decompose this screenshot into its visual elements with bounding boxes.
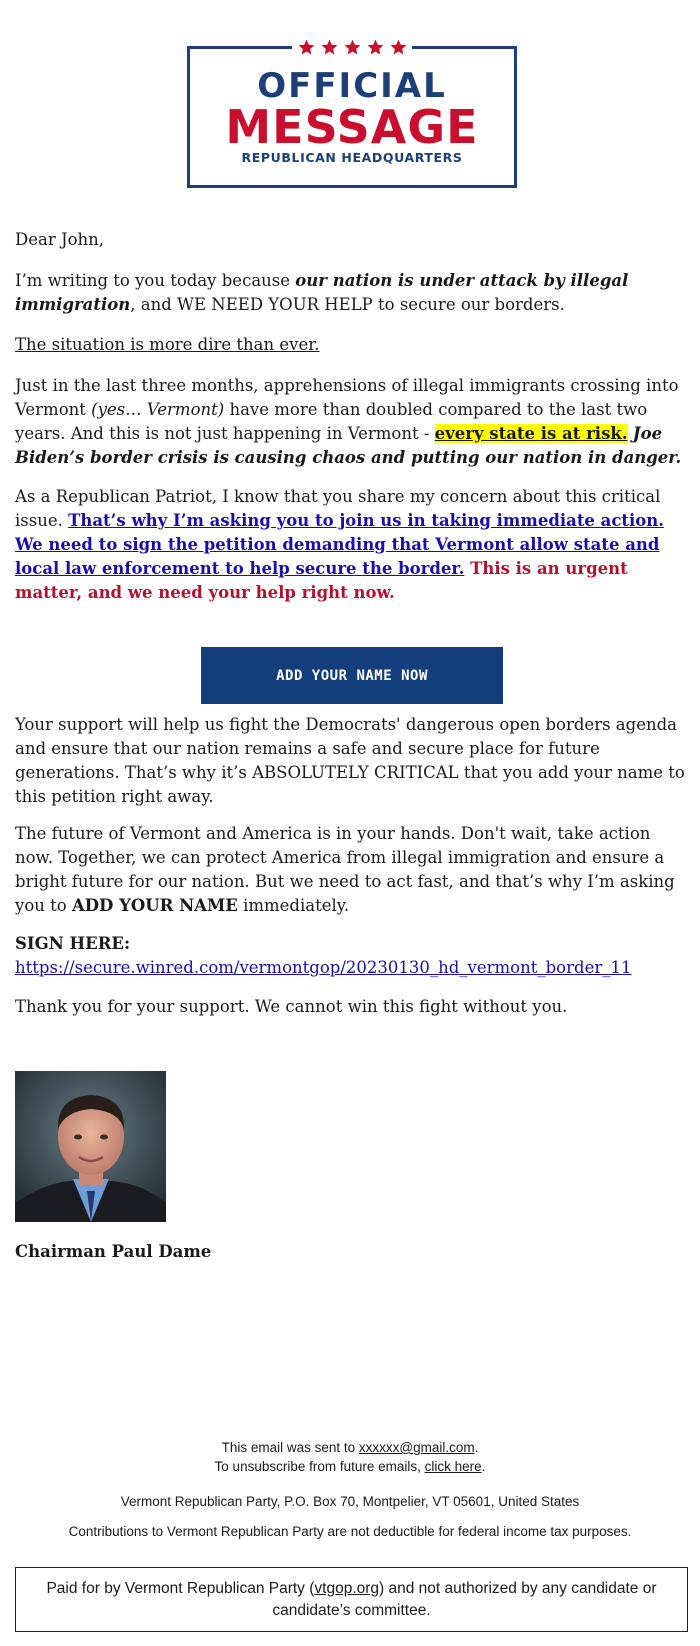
- signature: [15, 1240, 687, 1264]
- cta-text: As a Republican Patriot, I know that you share my concern about this critical issue.: [15, 487, 661, 530]
- chairman-photo: [15, 1071, 166, 1222]
- sent-text-end: .: [474, 1440, 479, 1455]
- paragraph-stats: [15, 374, 687, 470]
- paragraph-call-to-action: [15, 485, 687, 605]
- star-icon: [297, 38, 316, 57]
- stats-aside: (yes… Vermont): [91, 400, 225, 419]
- sign-here-block: [15, 932, 687, 980]
- footer-sent-to: [0, 1439, 700, 1457]
- intro-emphasis: our nation is under attack by illegal immigration: [15, 271, 629, 314]
- add-your-name-button[interactable]: ADD YOUR NAME NOW: [201, 647, 503, 704]
- paragraph-support: Your support will help us fight the Democrats' dangerous open borders agenda and ensure that our nation remains a safe and secure place for future generations. That’s why it’s ABSOLUTELY CRITICAL that you add your name to this petition right away.: [15, 715, 685, 806]
- footer-tax-notice: Contributions to Vermont Republican Party are not deductible for federal income tax purposes.: [68, 1524, 632, 1539]
- paid-for-disclaimer: [15, 1567, 688, 1632]
- footer-address: Vermont Republican Party, P.O. Box 70, Montpelier, VT 05601, United States: [120, 1494, 580, 1509]
- recipient-email-link[interactable]: xxxxxx@gmail.com: [358, 1440, 475, 1455]
- signature-name: Chairman Paul Dame: [15, 1242, 212, 1261]
- stats-text-2: have more than doubled compared to the last two years. And this is not just happening in Vermont -: [15, 400, 648, 443]
- sent-text: This email was sent to: [221, 1440, 359, 1455]
- star-icon: [320, 38, 339, 57]
- star-icon: [366, 38, 385, 57]
- situation-text: The situation is more dire than ever.: [15, 335, 320, 354]
- stats-emphasis: Joe Biden’s border crisis is causing chaos and putting our nation in danger.: [15, 424, 682, 467]
- logo-word-official: OFFICIAL: [257, 66, 447, 106]
- unsub-text: To unsubscribe from future emails,: [214, 1459, 425, 1474]
- logo-subtitle: REPUBLICAN HEADQUARTERS: [241, 150, 463, 165]
- sign-here-link[interactable]: https://secure.winred.com/vermontgop/20230130_hd_vermont_border_11: [15, 958, 632, 977]
- paid-for-text: [36, 1578, 667, 1622]
- future-text: The future of Vermont and America is in your hands. Don't wait, take action now. Together, we can protect America from illegal immigration and ensure a bright future for our nation. But we need to act fast, and that’s why I’m asking you to: [15, 824, 675, 915]
- paid-text-end: ) and not authorized by any candidate or candidate’s committee.: [272, 1579, 657, 1619]
- logo-word-message: MESSAGE: [225, 100, 479, 154]
- unsub-text-end: .: [481, 1459, 486, 1474]
- greeting: Dear John,: [15, 230, 105, 249]
- star-icon: [343, 38, 362, 57]
- unsubscribe-link[interactable]: click here: [424, 1459, 482, 1474]
- highlight-every-state: every state is at risk.: [434, 424, 628, 443]
- urgent-text: This is an urgent matter, and we need your help right now.: [15, 559, 628, 602]
- paragraph-situation: [15, 333, 687, 357]
- sign-here-label: SIGN HERE:: [15, 934, 131, 953]
- logo-stars: [292, 36, 412, 58]
- petition-link[interactable]: That’s why I’m asking you to join us in taking immediate action. We need to sign the petition demanding that Vermont allow state and local law enforcement to help secure the border.: [15, 511, 665, 578]
- intro-text-end: , and WE NEED YOUR HELP to secure our borders.: [130, 295, 565, 314]
- paragraph-intro: [15, 269, 687, 317]
- star-icon: [389, 38, 408, 57]
- paragraph-future: [15, 822, 687, 918]
- future-emphasis: ADD YOUR NAME: [71, 896, 238, 915]
- paragraph-thanks: Thank you for your support. We cannot win this fight without you.: [15, 997, 568, 1016]
- future-text-end: immediately.: [237, 896, 350, 915]
- stats-text: Just in the last three months, apprehensions of illegal immigrants crossing into Vermont: [15, 376, 679, 419]
- intro-text: I’m writing to you today because: [15, 271, 296, 290]
- footer-unsubscribe: [0, 1458, 700, 1476]
- vtgop-link[interactable]: vtgop.org: [314, 1579, 380, 1597]
- paid-text: Paid for by Vermont Republican Party (: [46, 1579, 315, 1597]
